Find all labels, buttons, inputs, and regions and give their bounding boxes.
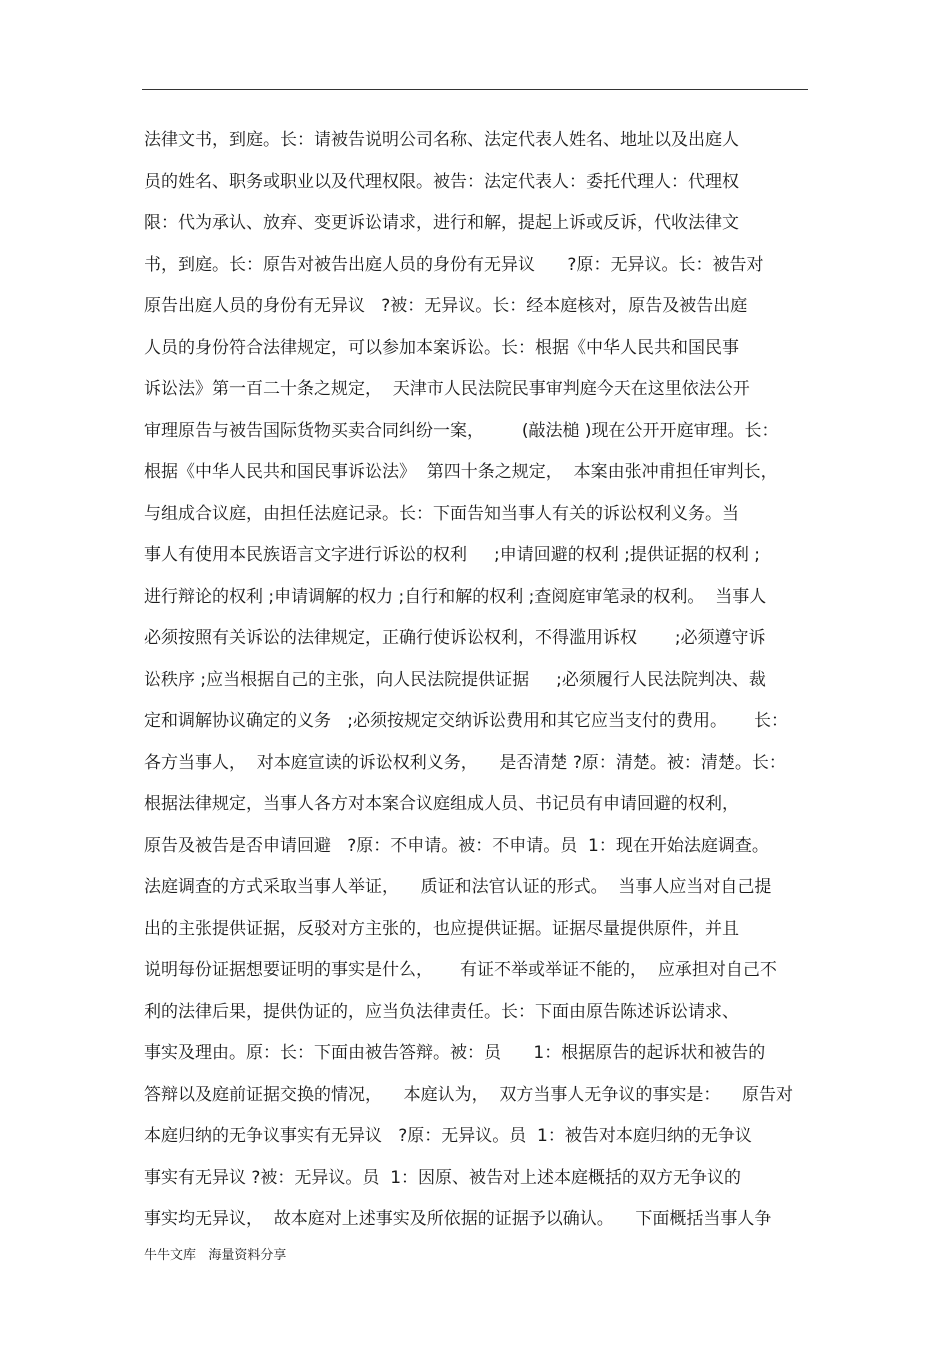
text-line: 进行辩论的权利 ;申请调解的权力 ;自行和解的权利 ;查阅庭审笔录的权利。 当事人 [144,586,767,607]
text-line: 员的姓名、职务或职业以及代理权限。被告：法定代表人：委托代理人：代理权 [144,171,739,192]
text-line: 利的法律后果，提供伪证的，应当负法律责任。长：下面由原告陈述诉讼请求、 [144,1001,739,1022]
text-line: 本庭归纳的无争议事实有无异议 ?原：无异议。员 1：被告对本庭归纳的无争议 [144,1126,752,1146]
text-line: 人员的身份符合法律规定，可以参加本案诉讼。长：根据《中华人民共和国民事 [144,337,739,358]
text-line: 事实均无异议， 故本庭对上述事实及所依据的证据予以确认。 下面概括当事人争 [144,1209,772,1229]
text-line: 法庭调查的方式采取当事人举证， 质证和法官认证的形式。 当事人应当对自己提 [144,877,772,897]
text-line: 必须按照有关诉讼的法律规定，正确行使诉讼权利，不得滥用诉权 ;必须遵守诉 [144,628,766,648]
text-line: 诉讼法》第一百二十条之规定， 天津市人民法院民事审判庭今天在这里依法公开 [144,379,750,399]
text-line: 答辩以及庭前证据交换的情况， 本庭认为， 双方当事人无争议的事实是： 原告对 [144,1084,794,1105]
text-line: 讼秩序 ;应当根据自己的主张，向人民法院提供证据 ;必须履行人民法院判决、裁 [144,669,766,690]
text-line: 与组成合议庭，由担任法庭记录。长：下面告知当事人有关的诉讼权利义务。当 [144,503,739,524]
text-line: 根据法律规定，当事人各方对本案合议庭组成人员、书记员有申请回避的权利， [144,794,739,814]
text-line: 法律文书，到庭。长：请被告说明公司名称、法定代表人姓名、地址以及出庭人 [144,130,739,150]
text-line: 定和调解协议确定的义务 ;必须按规定交纳诉讼费用和其它应当支付的费用。 长： [144,711,788,731]
text-line: 限：代为承认、放弃、变更诉讼请求，进行和解，提起上诉或反诉，代收法律文 [144,213,739,233]
text-line: 原告及被告是否申请回避 ?原：不申请。被：不申请。员 1：现在开始法庭调查。 [144,835,769,856]
text-line: 事实及理由。原：长：下面由被告答辩。被：员 1：根据原告的起诉状和被告的 [144,1043,766,1063]
text-line: 审理原告与被告国际货物买卖合同纠纷一案， (敲法槌 )现在公开开庭审理。长： [144,420,779,441]
text-line: 事人有使用本民族语言文字进行诉讼的权利 ;申请回避的权利 ;提供证据的权利 ; [144,545,761,565]
text-line: 根据《中华人民共和国民事诉讼法》 第四十条之规定， 本案由张冲甫担任审判长， [144,462,778,482]
text-line: 事实有无异议 ?被：无异议。员 1：因原、被告对上述本庭概括的双方无争议的 [144,1167,742,1188]
text-line: 各方当事人， 对本庭宣读的诉讼权利义务， 是否清楚 ?原：清楚。被：清楚。长： [144,752,786,773]
text-line: 原告出庭人员的身份有无异议 ?被：无异议。长：经本庭核对，原告及被告出庭 [144,296,748,316]
text-line: 说明每份证据想要证明的事实是什么， 有证不举或举证不能的， 应承担对自己不 [144,960,777,980]
text-line: 书，到庭。长：原告对被告出庭人员的身份有无异议 ?原：无异议。长：被告对 [144,254,764,275]
page-footer: 牛牛文库 海量资料分享 [144,1248,287,1263]
text-line: 出的主张提供证据，反驳对方主张的，也应提供证据。证据尽量提供原件，并且 [144,918,739,939]
document-body [144,120,816,1241]
header-rule [142,89,808,90]
